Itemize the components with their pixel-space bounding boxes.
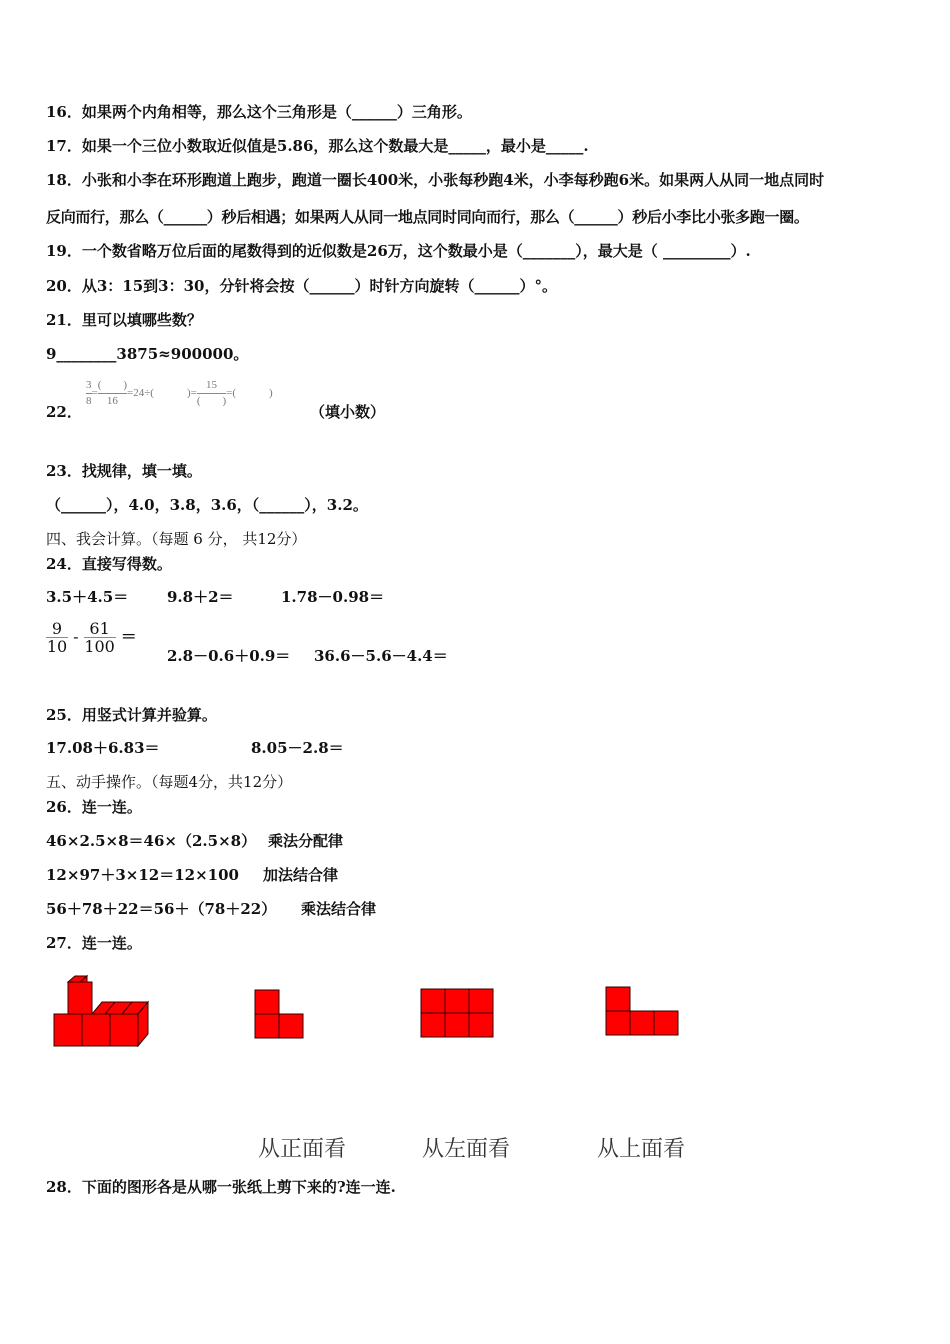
question-25: 25．用竖式计算并验算。	[46, 706, 217, 724]
calc-2: 9.8＋2＝	[167, 588, 234, 606]
question-22: 22．	[46, 403, 82, 421]
calc-1: 3.5＋4.5＝	[46, 588, 129, 606]
question-27: 27．连一连。	[46, 934, 142, 952]
calc-3: 1.78－0.98＝	[281, 588, 385, 606]
question-26: 26．连一连。	[46, 798, 142, 816]
front-view-figure	[254, 989, 306, 1041]
law-left-2: 12×97＋3×12＝12×100	[46, 866, 239, 884]
question-24: 24．直接写得数。	[46, 555, 172, 573]
calc-4: $\frac{9}{10}$ - $\frac{61}{100}$ ＝	[46, 619, 137, 656]
top-view-figure	[605, 986, 681, 1038]
question-16: 16．如果两个内角相等，那么这个三角形是（______）三角形。	[46, 103, 472, 121]
calc-6: 36.6－5.6－4.4＝	[314, 647, 448, 665]
law-left-3: 56＋78＋22＝56＋（78＋22）	[46, 900, 277, 918]
question-28: 28．下面的图形各是从哪一张纸上剪下来的?连一连.	[46, 1178, 396, 1196]
section-4-heading: 四、我会计算。（每题 6 分， 共12分）	[46, 530, 307, 548]
question-17: 17．如果一个三位小数取近似值是5.86，那么这个数最大是_____，最小是_____.	[46, 137, 589, 155]
question-21: 21．里可以填哪些数？	[46, 311, 202, 329]
caption-top-view: 从上面看	[597, 1137, 686, 1162]
question-18: 18．小张和小李在环形跑道上跑步，跑道一圈长400米，小张每秒跑4米，小李每秒跑6米。如果两人从同一地点同时	[46, 171, 825, 189]
question-22-note: （填小数）	[310, 403, 386, 421]
law-right-2: 加法结合律	[263, 866, 339, 884]
cube-stack-figure	[50, 972, 160, 1052]
caption-front-view: 从正面看	[258, 1137, 347, 1162]
question-19: 19．一个数省略万位后面的尾数得到的近似数是26万，这个数最小是（_______），最大是（ _________）.	[46, 242, 751, 260]
law-left-1: 46×2.5×8＝46×（2.5×8）	[46, 832, 257, 850]
law-right-1: 乘法分配律	[268, 832, 344, 850]
fraction-equation: $\frac{3}{8}$ = ( ) 16 =24÷( )= 15 ( ) =( )	[86, 379, 273, 407]
calc-5: 2.8－0.6＋0.9＝	[167, 647, 291, 665]
question-21-expr: 9________3875≈900000。	[46, 345, 249, 363]
calc-7: 17.08＋6.83＝	[46, 739, 160, 757]
left-view-figure	[420, 988, 496, 1040]
question-23: 23．找规律，填一填。	[46, 462, 202, 480]
law-right-3: 乘法结合律	[301, 900, 377, 918]
caption-left-view: 从左面看	[422, 1137, 511, 1162]
question-18-cont: 反向而行，那么（______）秒后相遇；如果两人从同一地点同时同向而行，那么（______）秒后小李比小张多跑一圈。	[46, 208, 809, 226]
question-20: 20．从3：15到3：30，分针将会按（______）时针方向旋转（______）°。	[46, 277, 557, 295]
question-23-seq: （______），4.0，3.8，3.6，（______），3.2。	[46, 496, 368, 514]
calc-8: 8.05－2.8＝	[251, 739, 344, 757]
section-5-heading: 五、动手操作。（每题4分，共12分）	[46, 773, 293, 791]
